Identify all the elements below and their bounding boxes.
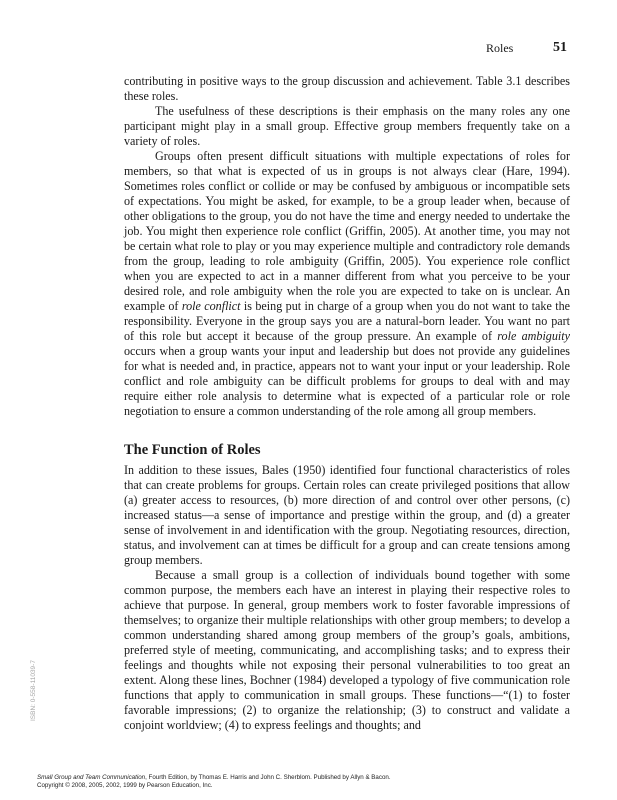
paragraph: The usefulness of these descriptions is their emphasis on the many roles any one participant might play in a small group. Effective group members frequently take on a variety of roles. [124, 104, 570, 148]
term-role-conflict: role conflict [181, 299, 241, 313]
copyright-line: Copyright © 2008, 2005, 2002, 1999 by Pearson Education, Inc. [37, 782, 213, 789]
page-number: 51 [553, 40, 567, 55]
paragraph: Because a small group is a collection of individuals bound together with some common purpose, the members each have an interest in playing their respective roles to achieve that purpose. In general, group members work to foster favorable impressions of themselves; to organize their multiple relationships with other group members; to develop a common understanding shared among group members of the group’s goals, ambitions, preferred style of meeting, communicating, and accomplishing tasks; and to express their feelings and thoughts while not exposing their personal vulnerabilities to too great an extent. Along these lines, Bochner (1984) developed a typology of five communication role functions that apply to communication in small groups. These functions—“(1) to foster favorable impressions; (2) to organize the relationship; (3) to construct and validate a conjoint worldview; (4) to express feelings and thoughts; and [124, 568, 570, 732]
copyright-footer [37, 774, 597, 790]
text-run: Groups often present difficult situations with multiple expectations of roles for members, so that what is expected of us in groups is not always clear (Hare, 1994). Sometimes roles conflict or collide or may be confused by ambiguous or incompatible sets of expectations. You might be asked, for example, to be a group leader when, because of other obligations to the group, you do not have the time and energy needed to undertake the job. You might then experience role conflict (Griffin, 2005). At another time, you may not be certain what role to play or you may experience multiple and contradictory role demands from the group, leading to role ambiguity (Griffin, 2005). You experience role conflict when you are expected to act in a manner different from what you perceive to be your desired role, and role ambiguity when the role you are expected to take on is unclear. An example of [124, 149, 570, 313]
book-title: Small Group and Team Communication [37, 774, 146, 781]
running-head-section: Roles [486, 41, 514, 55]
text-run: is being put in charge of a group when you do not want to take the responsibility. Everyone in the group says you are a natural-born leader. You want no part of this role but accept it because of the group pressure. An example of [124, 299, 570, 343]
term-role-ambiguity: role ambiguity [497, 329, 570, 343]
citation-text: , Fourth Edition, by Thomas E. Harris and John C. Sherblom. Published by Allyn & Bacon. [145, 774, 391, 781]
running-header [0, 40, 617, 60]
section-heading: The Function of Roles [124, 442, 261, 458]
citation-line [37, 774, 597, 782]
text-run: occurs when a group wants your input and leadership but does not provide any guidelines for what is needed and, in practice, appears not to want your input or your leadership. Role conflict and role ambiguity can be difficult problems for groups to deal with and may require either role analysis to determine what is expected of a particular role or role negotiation to ensure a common understanding of the role among all group members. [124, 344, 570, 418]
body-text-top [124, 74, 570, 419]
body-text-bottom [124, 463, 570, 733]
paragraph-role-conflict [124, 149, 570, 419]
isbn-side-note: ISBN: 0-558-11039-7 [30, 660, 37, 721]
paragraph: In addition to these issues, Bales (1950) identified four functional characteristics of roles that can create problems for groups. Certain roles can create privileged positions that allow (a) greater access to resources, (b) more direction of and control over other persons, (c) increased status—a sense of importance and prestige within the group, and (d) a greater sense of involvement in and identification with the group. Negotiating resources, direction, status, and involvement can at times be difficult for a group and can create tensions among group members. [124, 463, 570, 567]
paragraph: contributing in positive ways to the group discussion and achievement. Table 3.1 describes these roles. [124, 74, 570, 103]
